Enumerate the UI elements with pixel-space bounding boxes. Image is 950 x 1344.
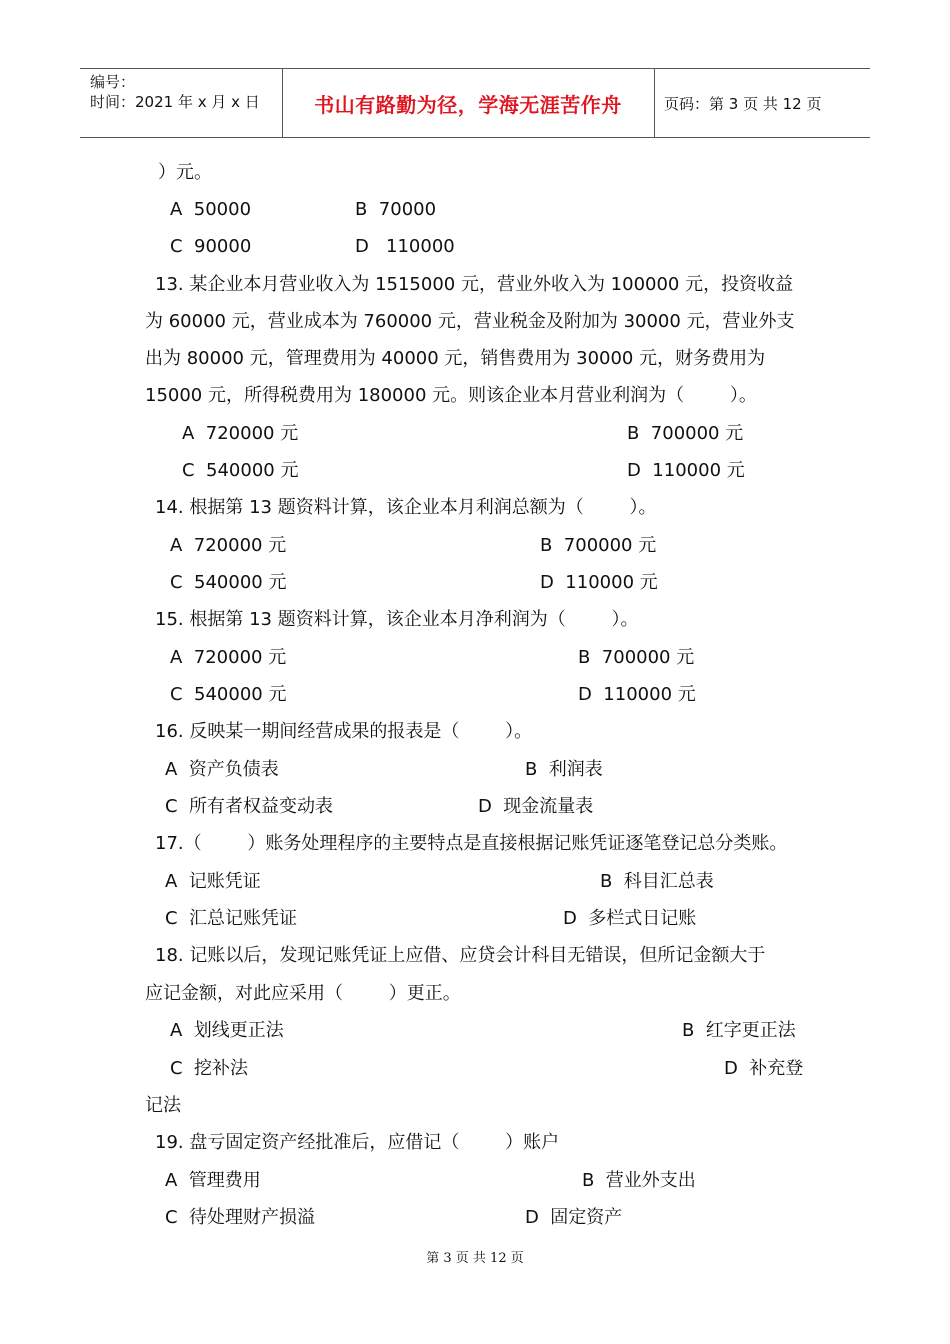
text-line: 记法	[145, 1095, 181, 1116]
header-meta	[90, 72, 260, 112]
option-a: A 720000 元	[182, 423, 299, 444]
question-13: 13. 某企业本月营业收入为 1515000 元，营业外收入为 100000 元，投资收益	[155, 274, 794, 295]
text-line: 应记金额，对此应采用（ ）更正。	[145, 983, 461, 1004]
page-footer: 第 3 页 共 12 页	[426, 1251, 524, 1266]
header-motto: 书山有路勤为径，学海无涯苦作舟	[314, 92, 622, 117]
option-a: A 划线更正法	[170, 1020, 284, 1041]
option-a: A 记账凭证	[165, 871, 261, 892]
option-b: B 70000	[355, 199, 437, 220]
option-c: C 挖补法	[170, 1058, 249, 1079]
question-14: 14. 根据第 13 题资料计算，该企业本月利润总额为（ ）。	[155, 497, 657, 518]
option-b: B 营业外支出	[582, 1170, 696, 1191]
option-b: B 红字更正法	[682, 1020, 796, 1041]
option-d: D 110000 元	[540, 572, 658, 593]
document-header	[80, 68, 870, 138]
time-label: 时间：2021 年 x 月 x 日	[90, 93, 260, 111]
option-d: D 现金流量表	[478, 796, 594, 817]
option-a: A 720000 元	[170, 535, 287, 556]
option-a: A 50000	[170, 199, 252, 220]
question-17: 17.（ ）账务处理程序的主要特点是直接根据记账凭证逐笔登记总分类账。	[155, 833, 788, 854]
option-d: D 110000 元	[627, 460, 745, 481]
question-19: 19. 盘亏固定资产经批准后，应借记（ ）账户	[155, 1132, 560, 1153]
option-d: D 110000 元	[578, 684, 696, 705]
option-d: D 补充登	[724, 1058, 804, 1079]
question-18: 18. 记账以后，发现记账凭证上应借、应贷会计科目无错误，但所记金额大于	[155, 945, 766, 966]
question-16: 16. 反映某一期间经营成果的报表是（ ）。	[155, 721, 533, 742]
option-c: C 540000 元	[170, 572, 287, 593]
option-b: B 科目汇总表	[600, 871, 714, 892]
header-divider	[654, 69, 655, 137]
text-line: 15000 元，所得税费用为 180000 元。则该企业本月营业利润为（ ）。	[145, 385, 757, 406]
option-d: D 多栏式日记账	[563, 908, 697, 929]
option-c: C 待处理财产损溢	[165, 1207, 316, 1228]
text-line: 为 60000 元，营业成本为 760000 元，营业税金及附加为 30000 元，营业外支	[145, 311, 795, 332]
text-line: ）元。	[158, 162, 212, 183]
option-b: B 700000 元	[578, 647, 695, 668]
option-c: C 所有者权益变动表	[165, 796, 334, 817]
option-c: C 540000 元	[170, 684, 287, 705]
option-a: A 资产负债表	[165, 759, 279, 780]
option-b: B 700000 元	[627, 423, 744, 444]
option-b: B 利润表	[525, 759, 603, 780]
option-d: D 110000	[355, 236, 455, 257]
text-line: 出为 80000 元，管理费用为 40000 元，销售费用为 30000 元，财务费用为	[145, 348, 766, 369]
option-c: C 540000 元	[182, 460, 299, 481]
option-a: A 管理费用	[165, 1170, 261, 1191]
option-b: B 700000 元	[540, 535, 657, 556]
option-c: C 90000	[170, 236, 252, 257]
option-d: D 固定资产	[525, 1207, 623, 1228]
number-label: 编号：	[90, 73, 136, 91]
option-a: A 720000 元	[170, 647, 287, 668]
header-page-number: 页码：第 3 页 共 12 页	[664, 94, 822, 113]
option-c: C 汇总记账凭证	[165, 908, 298, 929]
question-15: 15. 根据第 13 题资料计算，该企业本月净利润为（ ）。	[155, 609, 639, 630]
